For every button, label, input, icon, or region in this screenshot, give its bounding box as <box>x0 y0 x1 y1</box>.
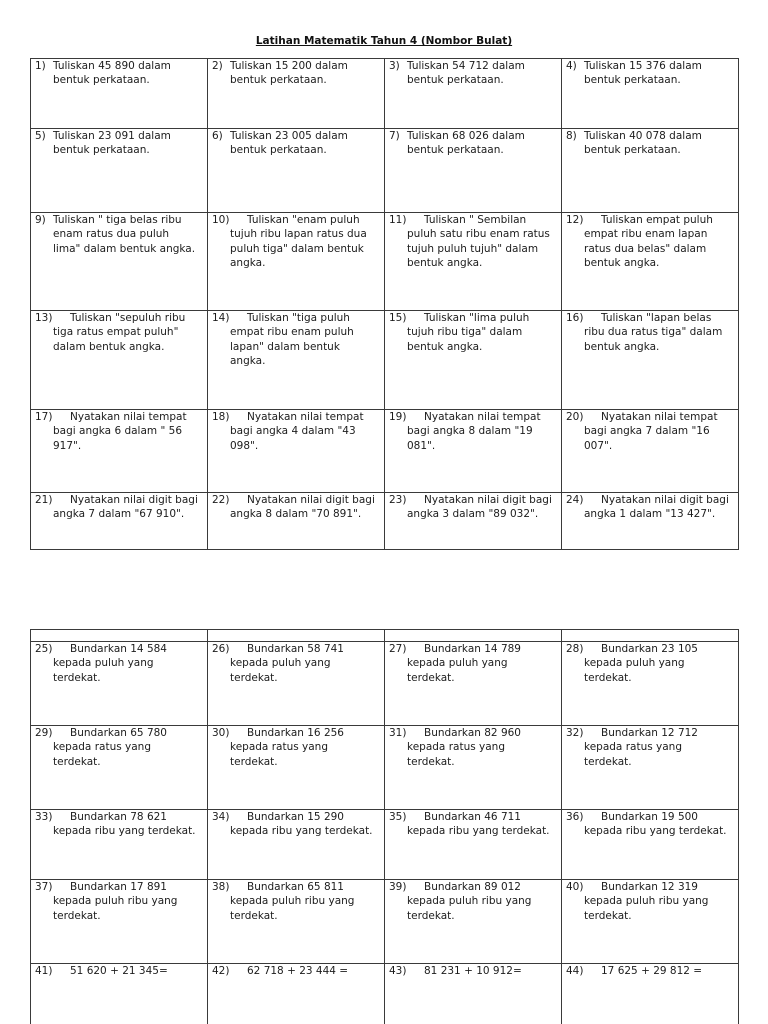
question-text: 51 620 + 21 345= <box>70 965 168 977</box>
question-line: bentuk angka. <box>407 257 483 270</box>
question-cell <box>31 726 208 810</box>
question-line <box>389 213 561 227</box>
question-line: terdekat. <box>53 755 101 768</box>
question-cell <box>562 410 739 493</box>
question-cell <box>562 129 739 213</box>
question-line: bentuk perkataan. <box>230 74 327 87</box>
question-line <box>35 129 207 143</box>
question-text: Nyatakan nilai digit bagi <box>247 494 375 506</box>
question-line: angka 3 dalam "89 032". <box>407 508 539 521</box>
question-text: Tuliskan 68 026 dalam <box>407 130 525 142</box>
question-text: Tuliskan 45 890 dalam <box>53 60 171 72</box>
question-number: 26) <box>212 643 230 655</box>
question-line: dalam bentuk angka. <box>53 340 165 353</box>
question-number: 34) <box>212 811 230 823</box>
question-text: Nyatakan nilai digit bagi <box>424 494 552 506</box>
question-line: kepada ribu yang terdekat. <box>584 825 727 838</box>
question-line: terdekat. <box>53 671 101 684</box>
question-cell <box>562 59 739 129</box>
question-cell <box>562 311 739 410</box>
question-line: kepada puluh yang <box>230 657 331 670</box>
question-number: 4) <box>566 60 577 72</box>
question-line <box>566 493 738 507</box>
question-text: Tuliskan "lapan belas <box>601 312 712 324</box>
question-line <box>389 810 561 824</box>
question-line: angka 7 dalam "67 910". <box>53 508 185 521</box>
question-line: angka. <box>230 257 266 270</box>
question-line <box>566 880 738 894</box>
question-line <box>35 59 207 73</box>
question-number: 21) <box>35 494 53 506</box>
question-number: 22) <box>212 494 230 506</box>
question-number: 7) <box>389 130 400 142</box>
question-line <box>566 410 738 424</box>
question-line: kepada puluh yang <box>584 657 685 670</box>
question-cell <box>208 642 385 726</box>
blank-header-cell <box>385 630 562 642</box>
question-text: Bundarkan 23 105 <box>601 643 698 655</box>
question-text: Bundarkan 15 290 <box>247 811 344 823</box>
question-line: 081". <box>407 439 436 452</box>
question-text: 62 718 + 23 444 = <box>247 965 349 977</box>
question-line: ribu dua ratus tiga" dalam <box>584 326 723 339</box>
question-text: Tuliskan 23 005 dalam <box>230 130 348 142</box>
question-line <box>35 642 207 656</box>
question-line <box>389 410 561 424</box>
question-number: 24) <box>566 494 584 506</box>
question-line <box>566 129 738 143</box>
question-number: 23) <box>389 494 407 506</box>
question-line: bentuk angka. <box>584 257 660 270</box>
question-text: Bundarkan 58 741 <box>247 643 344 655</box>
question-line <box>35 726 207 740</box>
question-line: puluh satu ribu enam ratus <box>407 228 550 241</box>
question-cell <box>208 726 385 810</box>
question-text: Bundarkan 65 780 <box>70 727 167 739</box>
question-text: Bundarkan 46 711 <box>424 811 521 823</box>
question-line: terdekat. <box>230 909 278 922</box>
question-line <box>566 810 738 824</box>
question-line <box>389 311 561 325</box>
question-text: Tuliskan "tiga puluh <box>247 312 350 324</box>
question-number: 16) <box>566 312 584 324</box>
question-line: bentuk perkataan. <box>53 144 150 157</box>
question-line: tiga ratus empat puluh" <box>53 326 179 339</box>
question-line: kepada puluh ribu yang <box>53 895 178 908</box>
question-text: Bundarkan 12 319 <box>601 881 698 893</box>
question-text: Bundarkan 89 012 <box>424 881 521 893</box>
question-cell <box>562 726 739 810</box>
question-number: 29) <box>35 727 53 739</box>
question-cell <box>562 964 739 1024</box>
question-line: kepada puluh yang <box>53 657 154 670</box>
question-number: 40) <box>566 881 584 893</box>
question-cell <box>208 129 385 213</box>
question-number: 43) <box>389 965 407 977</box>
question-number: 25) <box>35 643 53 655</box>
question-text: Bundarkan 65 811 <box>247 881 344 893</box>
question-text: Nyatakan nilai digit bagi <box>70 494 198 506</box>
question-number: 30) <box>212 727 230 739</box>
question-cell <box>31 880 208 964</box>
question-line: bagi angka 4 dalam "43 <box>230 425 356 438</box>
question-number: 2) <box>212 60 223 72</box>
question-line: lapan" dalam bentuk <box>230 340 340 353</box>
question-number: 17) <box>35 411 53 423</box>
blank-header-cell <box>208 630 385 642</box>
question-number: 14) <box>212 312 230 324</box>
question-line: kepada ratus yang <box>53 741 152 754</box>
question-line: tujuh puluh tujuh" dalam <box>407 242 539 255</box>
question-line <box>212 311 384 325</box>
blank-header-cell <box>31 630 208 642</box>
question-cell <box>208 410 385 493</box>
question-line <box>389 59 561 73</box>
question-text: Tuliskan "sepuluh ribu <box>70 312 186 324</box>
question-text: Tuliskan " Sembilan <box>424 214 527 226</box>
question-line <box>212 642 384 656</box>
question-number: 12) <box>566 214 584 226</box>
question-number: 44) <box>566 965 584 977</box>
question-line <box>35 880 207 894</box>
question-text: Nyatakan nilai digit bagi <box>601 494 729 506</box>
question-cell <box>562 642 739 726</box>
question-text: Bundarkan 78 621 <box>70 811 167 823</box>
question-cell <box>208 810 385 880</box>
question-line: kepada ratus yang <box>230 741 329 754</box>
question-text: Bundarkan 17 891 <box>70 881 167 893</box>
question-number: 20) <box>566 411 584 423</box>
question-number: 39) <box>389 881 407 893</box>
question-cell <box>31 311 208 410</box>
question-number: 15) <box>389 312 407 324</box>
question-text: Tuliskan " tiga belas ribu <box>53 214 182 226</box>
question-line <box>212 726 384 740</box>
question-number: 3) <box>389 60 400 72</box>
question-cell <box>385 810 562 880</box>
question-line: bagi angka 7 dalam "16 <box>584 425 710 438</box>
question-line <box>566 726 738 740</box>
question-number: 10) <box>212 214 230 226</box>
question-line: terdekat. <box>407 671 455 684</box>
question-line: tujuh ribu lapan ratus dua <box>230 228 367 241</box>
question-text: Tuliskan 54 712 dalam <box>407 60 525 72</box>
question-cell <box>385 964 562 1024</box>
question-text: 17 625 + 29 812 = <box>601 965 703 977</box>
question-text: Tuliskan "enam puluh <box>247 214 360 226</box>
question-number: 8) <box>566 130 577 142</box>
question-cell <box>385 726 562 810</box>
question-text: Nyatakan nilai tempat <box>70 411 187 423</box>
question-line <box>389 726 561 740</box>
question-line: bentuk perkataan. <box>53 74 150 87</box>
question-line: 098". <box>230 439 259 452</box>
question-text: Bundarkan 16 256 <box>247 727 344 739</box>
question-text: Nyatakan nilai tempat <box>424 411 541 423</box>
question-text: Nyatakan nilai tempat <box>601 411 718 423</box>
question-table-2 <box>30 629 739 1024</box>
question-text: Bundarkan 14 789 <box>424 643 521 655</box>
question-line <box>35 810 207 824</box>
question-cell <box>208 213 385 311</box>
question-line: empat ribu enam lapan <box>584 228 708 241</box>
question-line: lima" dalam bentuk angka. <box>53 242 196 255</box>
question-number: 9) <box>35 214 46 226</box>
question-number: 37) <box>35 881 53 893</box>
question-number: 28) <box>566 643 584 655</box>
question-cell <box>385 59 562 129</box>
question-line: terdekat. <box>584 909 632 922</box>
question-line: puluh tiga" dalam bentuk <box>230 242 364 255</box>
question-number: 31) <box>389 727 407 739</box>
question-line <box>566 964 738 978</box>
question-number: 6) <box>212 130 223 142</box>
question-cell <box>385 213 562 311</box>
question-number: 1) <box>35 60 46 72</box>
question-line: angka 1 dalam "13 427". <box>584 508 716 521</box>
question-cell <box>31 964 208 1024</box>
question-line: terdekat. <box>407 909 455 922</box>
question-line: bentuk angka. <box>407 340 483 353</box>
question-line <box>212 810 384 824</box>
worksheet-title: Latihan Matematik Tahun 4 (Nombor Bulat) <box>255 35 513 47</box>
question-line: kepada puluh ribu yang <box>584 895 709 908</box>
question-line <box>566 642 738 656</box>
question-text: Tuliskan "lima puluh <box>424 312 530 324</box>
question-number: 27) <box>389 643 407 655</box>
question-line <box>389 880 561 894</box>
question-line: kepada puluh ribu yang <box>407 895 532 908</box>
question-number: 11) <box>389 214 407 226</box>
question-line <box>35 493 207 507</box>
question-line <box>389 964 561 978</box>
question-cell <box>31 642 208 726</box>
question-line <box>389 642 561 656</box>
question-cell <box>31 493 208 550</box>
blank-header-cell <box>562 630 739 642</box>
question-cell <box>562 213 739 311</box>
question-text: Tuliskan 15 200 dalam <box>230 60 348 72</box>
question-cell <box>385 880 562 964</box>
question-line <box>35 213 207 227</box>
question-line <box>566 59 738 73</box>
question-cell <box>31 129 208 213</box>
question-line: bentuk perkataan. <box>407 144 504 157</box>
question-number: 35) <box>389 811 407 823</box>
question-text: Bundarkan 14 584 <box>70 643 167 655</box>
question-line: kepada ribu yang terdekat. <box>53 825 196 838</box>
question-cell <box>31 213 208 311</box>
question-line: angka 8 dalam "70 891". <box>230 508 362 521</box>
question-number: 19) <box>389 411 407 423</box>
question-cell <box>562 493 739 550</box>
question-cell <box>208 964 385 1024</box>
question-line: terdekat. <box>230 671 278 684</box>
question-cell <box>385 410 562 493</box>
question-number: 36) <box>566 811 584 823</box>
question-line: terdekat. <box>407 755 455 768</box>
question-cell <box>208 59 385 129</box>
question-number: 38) <box>212 881 230 893</box>
question-line <box>212 213 384 227</box>
question-table-1 <box>30 58 739 550</box>
question-text: Nyatakan nilai tempat <box>247 411 364 423</box>
question-line: empat ribu enam puluh <box>230 326 354 339</box>
question-line <box>212 410 384 424</box>
question-text: 81 231 + 10 912= <box>424 965 522 977</box>
question-cell <box>31 810 208 880</box>
question-line <box>212 880 384 894</box>
question-line: angka. <box>230 355 266 368</box>
question-line <box>212 129 384 143</box>
question-line: bagi angka 8 dalam "19 <box>407 425 533 438</box>
question-number: 33) <box>35 811 53 823</box>
question-cell <box>385 129 562 213</box>
question-line: bentuk perkataan. <box>584 74 681 87</box>
question-number: 18) <box>212 411 230 423</box>
question-line <box>35 964 207 978</box>
question-line <box>566 213 738 227</box>
question-cell <box>385 642 562 726</box>
question-line: bagi angka 6 dalam " 56 <box>53 425 183 438</box>
question-cell <box>208 493 385 550</box>
question-number: 42) <box>212 965 230 977</box>
question-line: kepada ribu yang terdekat. <box>230 825 373 838</box>
question-text: Tuliskan 23 091 dalam <box>53 130 171 142</box>
question-cell <box>208 311 385 410</box>
question-line <box>566 311 738 325</box>
question-line: bentuk perkataan. <box>584 144 681 157</box>
question-text: Bundarkan 82 960 <box>424 727 521 739</box>
question-line: 007". <box>584 439 613 452</box>
question-number: 41) <box>35 965 53 977</box>
question-text: Tuliskan empat puluh <box>601 214 713 226</box>
question-line <box>212 59 384 73</box>
question-cell <box>31 59 208 129</box>
question-text: Tuliskan 40 078 dalam <box>584 130 702 142</box>
question-line: kepada ratus yang <box>407 741 506 754</box>
question-line: bentuk angka. <box>584 340 660 353</box>
question-text: Bundarkan 19 500 <box>601 811 698 823</box>
question-cell <box>562 880 739 964</box>
question-cell <box>385 493 562 550</box>
question-line: kepada ratus yang <box>584 741 683 754</box>
question-line <box>35 410 207 424</box>
question-cell <box>562 810 739 880</box>
question-number: 13) <box>35 312 53 324</box>
question-cell <box>31 410 208 493</box>
question-cell <box>208 880 385 964</box>
question-number: 32) <box>566 727 584 739</box>
question-line: bentuk perkataan. <box>407 74 504 87</box>
question-line: terdekat. <box>584 755 632 768</box>
question-line: ratus dua belas" dalam <box>584 242 707 255</box>
question-cell <box>385 311 562 410</box>
question-text: Bundarkan 12 712 <box>601 727 698 739</box>
question-line <box>389 129 561 143</box>
question-line: tujuh ribu tiga" dalam <box>407 326 523 339</box>
question-line <box>212 493 384 507</box>
question-line <box>389 493 561 507</box>
question-text: Tuliskan 15 376 dalam <box>584 60 702 72</box>
question-line: bentuk perkataan. <box>230 144 327 157</box>
question-line: kepada puluh yang <box>407 657 508 670</box>
question-line: kepada ribu yang terdekat. <box>407 825 550 838</box>
question-line: terdekat. <box>53 909 101 922</box>
question-line <box>212 964 384 978</box>
question-line: 917". <box>53 439 82 452</box>
question-line: kepada puluh ribu yang <box>230 895 355 908</box>
question-line: terdekat. <box>584 671 632 684</box>
question-number: 5) <box>35 130 46 142</box>
question-line <box>35 311 207 325</box>
question-line: enam ratus dua puluh <box>53 228 170 241</box>
question-line: terdekat. <box>230 755 278 768</box>
